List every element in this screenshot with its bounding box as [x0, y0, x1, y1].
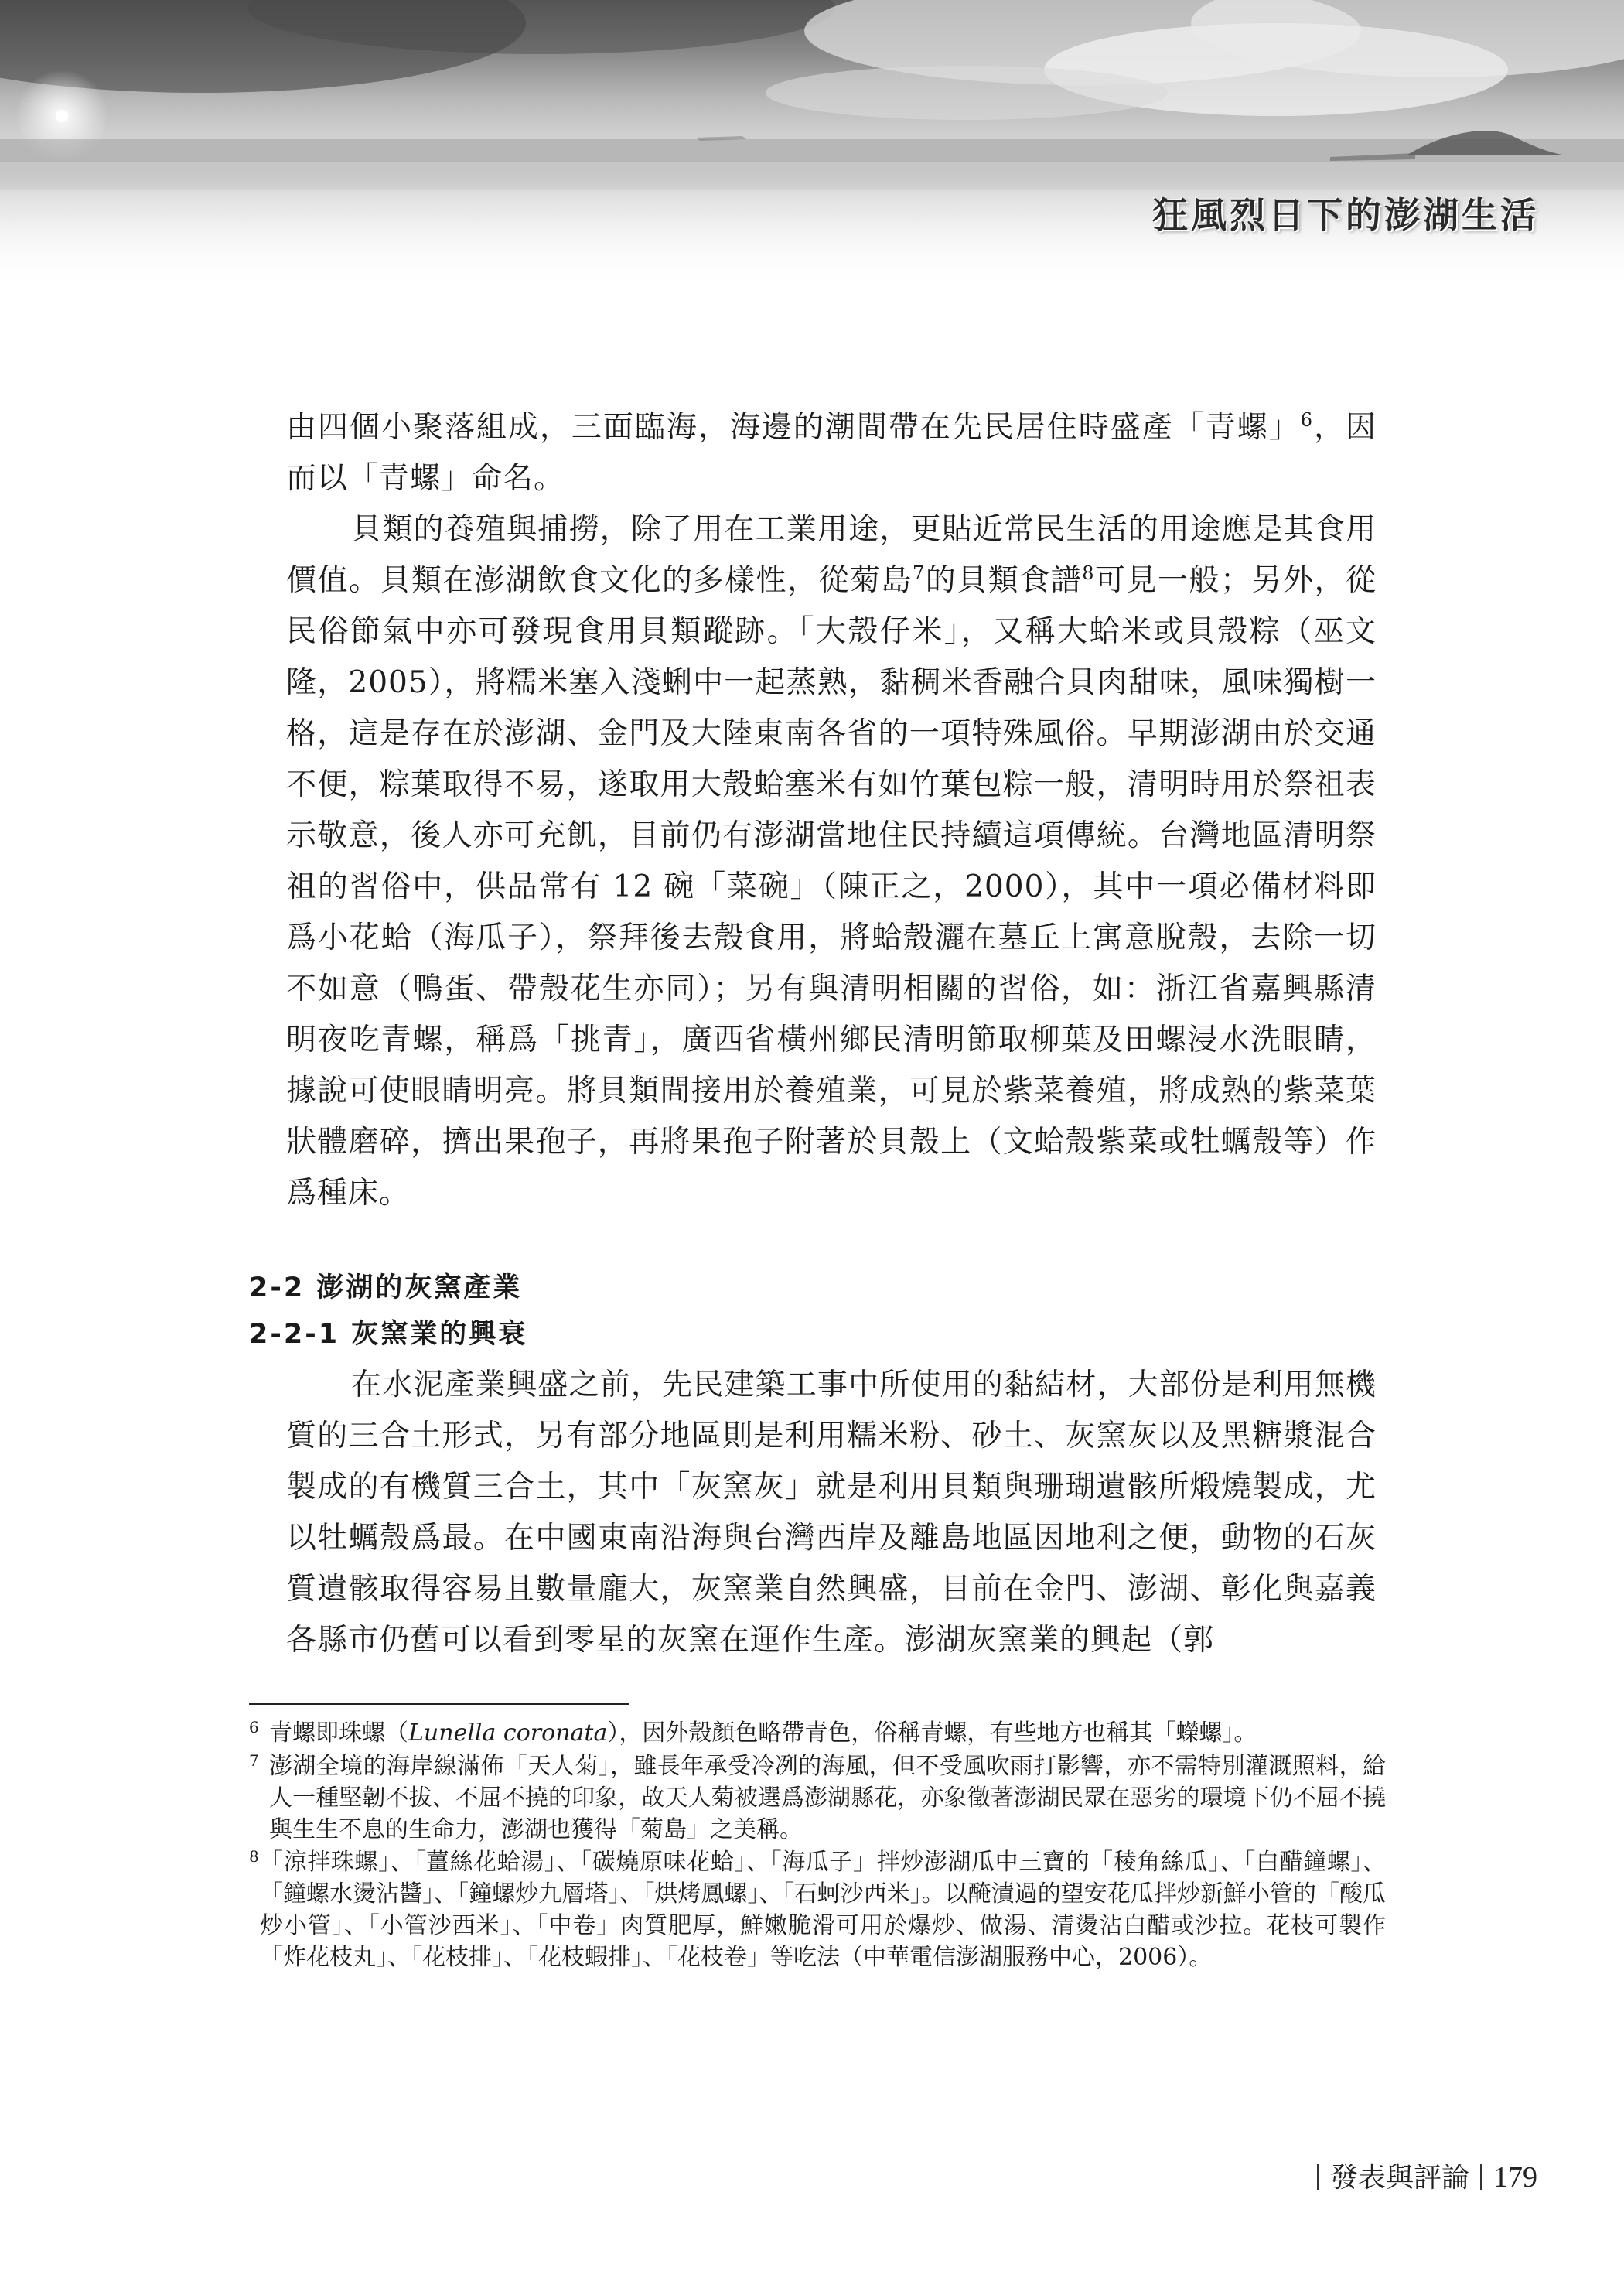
- text-run: 可見一般；另外，從民俗節氣中亦可發現食用貝類蹤跡。「大殼仔米」，又稱大蛤米或貝殼粽（巫文隆，2005），將糯米塞入淺蜊中一起蒸熟，黏稠米香融合貝肉甜味，風味獨樹一格，這是存在於澎湖、金門及大陸東南各省的一項特殊風俗。早期澎湖由於交通不便，粽葉取得不易，遂取用大殼蛤塞米有如竹葉包粽一般，清明時用於祭祖表示敬意，後人亦可充飢，目前仍有澎湖當地住民持續這項傳統。台灣地區清明祭祖的習俗中，供品常有 12 碗「菜碗」（陳正之，2000），其中一項必備材料即爲小花蛤（海瓜子），祭拜後去殼食用，將蛤殼灑在墓丘上寓意脫殼，去除一切不如意（鴨蛋、帶殼花生亦同）；另有與清明相關的習俗，如：浙江省嘉興縣清明夜吃青螺，稱爲「挑青」，廣西省橫州鄉民清明節取柳葉及田螺浸水洗眼睛，據說可使眼睛明亮。將貝類間接用於養殖業，可見於紫菜養殖，將成熟的紫菜葉狀體磨碎，擠出果孢子，再將果孢子附著於貝殼上（文蛤殼紫菜或牡蠣殼等）作爲種床。: [286, 563, 1377, 1211]
- footnote-reference: 7: [912, 562, 926, 584]
- footnote-divider: [249, 1703, 629, 1705]
- section-heading-2-2: 2-2 澎湖的灰窯產業: [249, 1272, 523, 1303]
- footnote-reference: 8: [1082, 562, 1095, 584]
- footnote-7: [249, 1750, 1386, 1846]
- footer-separator: [1480, 2164, 1482, 2190]
- scientific-name: Lunella coronata: [408, 1720, 608, 1747]
- text-run: 澎湖全境的海岸線滿佈「天人菊」，雖長年承受冷冽的海風，但不受風吹雨打影響，亦不需特別灌溉照料，給人一種堅韌不拔、不屈不撓的印象，故天人菊被選爲澎湖縣花，亦象徵著澎湖民眾在惡劣的環境下仍不屈不撓與生生不息的生命力，澎湖也獲得「菊島」之美稱。: [269, 1753, 1386, 1843]
- subsection-heading-2-2-1: 2-2-1 灰窯業的興衰: [249, 1319, 528, 1350]
- footnote-text: [260, 1846, 1386, 1973]
- footnote-8: [249, 1846, 1386, 1973]
- text-run: 在水泥產業興盛之前，先民建築工事中所使用的黏結材，大部份是利用無機質的三合土形式，另有部分地區則是利用糯米粉、砂土、灰窯灰以及黑糖漿混合製成的有機質三合土，其中「灰窯灰」就是利用貝類與珊瑚遺骸所煅燒製成，尤以牡蠣殼爲最。在中國東南沿海與台灣西岸及離島地區因地利之便，動物的石灰質遺骸取得容易且數量龐大，灰窯業自然興盛，目前在金門、澎湖、彰化與嘉義各縣市仍舊可以看到零星的灰窯在運作生產。澎湖灰窯業的興起（郭: [286, 1368, 1377, 1658]
- footnote-text: [269, 1750, 1386, 1846]
- footnote-marker: 7: [249, 1751, 259, 1770]
- text-run: 的貝類食譜: [925, 563, 1083, 598]
- footnote-reference: 6: [1300, 409, 1313, 431]
- footer-separator: [1317, 2164, 1319, 2190]
- header-photo: [0, 0, 1624, 294]
- text-run: 貝類的養殖與捕撈，除了用在工業用途，更貼近常民生活的用途應是其食用價值。貝類在澎湖飲食文化的多樣性，從菊島: [286, 512, 1377, 598]
- footnote-marker: 6: [249, 1718, 259, 1737]
- paragraph-2: [286, 504, 1377, 1219]
- page-number: 179: [1493, 2161, 1537, 2194]
- paragraph-3: [286, 1360, 1377, 1666]
- text-run: ），因外殼顏色略帶青色，俗稱青螺，有些地方也稱其「蠑螺」。: [607, 1720, 1257, 1747]
- page-footer: [1306, 2158, 1537, 2198]
- header-seascape-image: [0, 0, 1624, 294]
- footer-section-label: 發表與評論: [1329, 2162, 1469, 2194]
- text-run: ，因而以「青螺」命名。: [286, 410, 1377, 496]
- text-run: 由四個小聚落組成，三面臨海，海邊的潮間帶在先民居住時盛產「青螺」: [286, 410, 1301, 445]
- paragraph-1: [286, 402, 1377, 504]
- text-run: 青螺即珠螺（: [269, 1720, 408, 1747]
- running-title: 狂風烈日下的澎湖生活: [1152, 194, 1539, 236]
- footnote-marker: 8: [249, 1847, 259, 1866]
- footnote-6: [249, 1717, 1386, 1749]
- footnote-text: [269, 1717, 1386, 1749]
- text-run: 「涼拌珠螺」、「薑絲花蛤湯」、「碳燒原味花蛤」、「海瓜子」拌炒澎湖瓜中三寶的「稜角絲瓜」、「白醋鐘螺」、「鐘螺水燙沾醬」、「鐘螺炒九層塔」、「烘烤鳳螺」、「石蚵沙西米」。以醃漬過的望安花瓜拌炒新鮮小管的「酸瓜炒小管」、「小管沙西米」、「中卷」肉質肥厚，鮮嫩脆滑可用於爆炒、做湯、清燙沾白醋或沙拉。花枝可製作「炸花枝丸」、「花枝排」、「花枝蝦排」、「花枝卷」等吃法（中華電信澎湖服務中心，2006）。: [260, 1849, 1386, 1971]
